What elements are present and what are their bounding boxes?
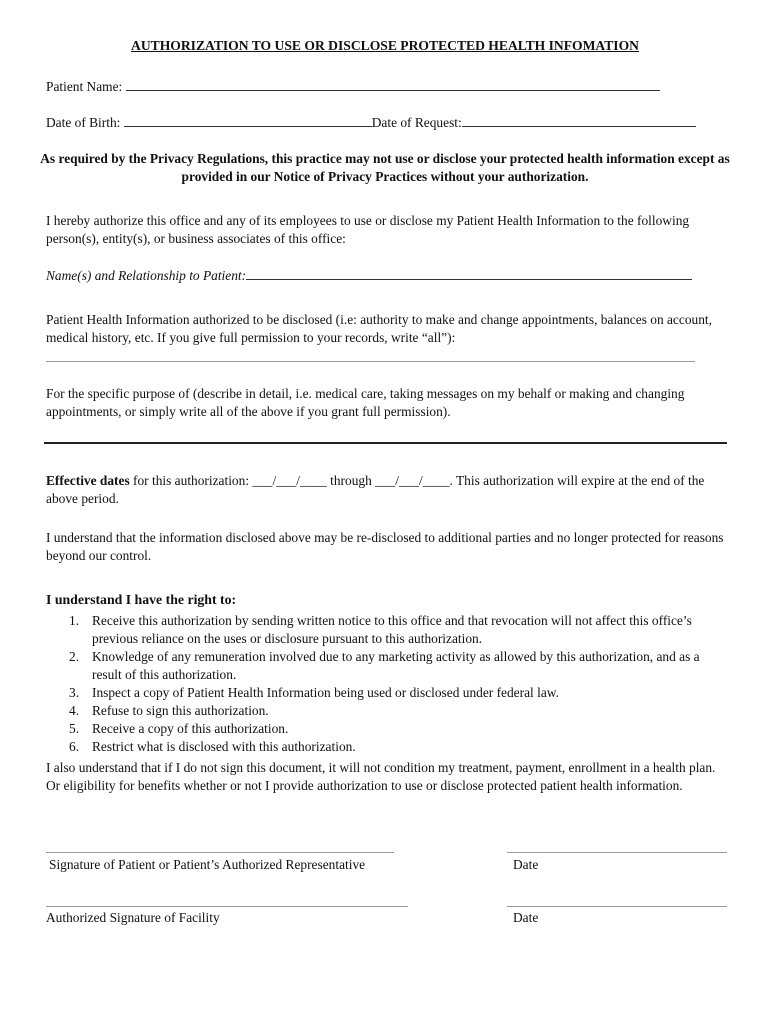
form-title: AUTHORIZATION TO USE OR DISCLOSE PROTECTED HEALTH INFOMATION: [131, 38, 639, 53]
privacy-notice: As required by the Privacy Regulations, this practice may not use or disclose your protected health information except as provided in our Notice of Privacy Practices without your authorization.: [40, 151, 730, 184]
section-divider[interactable]: [44, 442, 727, 444]
authorize-paragraph: I hereby authorize this office and any of its employees to use or disclose my Patient Health Information to the following person(s), entity(s), or business associates of this office:: [46, 213, 690, 246]
list-item: 2. Knowledge of any remuneration involved due to any marketing activity as allowed by this authorization, and as a result of this authorization.: [69, 649, 700, 682]
list-item: 1. Receive this authorization by sending written notice to this office and that revocation will not affect this office’s previous reliance on the uses or disclosure pursuant to this authorization.: [69, 613, 692, 646]
list-item: 6. Restrict what is disclosed with this authorization.: [69, 739, 356, 754]
purpose-paragraph: For the specific purpose of (describe in detail, i.e. medical care, taking messages on my behalf or making and changing appointments, or simply write all of the above if you grant full permission).: [46, 386, 685, 419]
facility-signature-label: Authorized Signature of Facility: [46, 910, 220, 925]
names-relationship-label: Name(s) and Relationship to Patient: [46, 268, 242, 283]
date-of-request-label: Date of Request:: [371, 115, 462, 130]
date-label-1: Date: [513, 857, 539, 872]
dob-field[interactable]: [124, 113, 372, 127]
redisclose-paragraph: I understand that the information disclosed above may be re-disclosed to additional parties and no longer protected for reasons beyond our control.: [46, 530, 724, 563]
facility-signature-line[interactable]: [46, 906, 408, 907]
date-label-2: Date: [513, 910, 539, 925]
rights-heading: I understand I have the right to:: [46, 592, 237, 607]
names-relationship-row: Name(s) and Relationship to Patient:: [46, 266, 692, 285]
names-relationship-field[interactable]: [246, 266, 692, 280]
patient-name-label: Patient Name:: [46, 79, 123, 94]
patient-signature-label: Signature of Patient or Patient’s Authorized Representative: [49, 857, 366, 872]
date-line-1[interactable]: [507, 852, 727, 853]
phi-field[interactable]: [46, 361, 695, 362]
patient-signature-line[interactable]: [46, 852, 394, 853]
list-item: 5. Receive a copy of this authorization.: [69, 721, 289, 736]
effective-dates-label: Effective dates: [46, 473, 130, 488]
rights-list: [46, 612, 730, 756]
patient-name-field[interactable]: [126, 77, 660, 91]
list-item: 4. Refuse to sign this authorization.: [69, 703, 269, 718]
list-item: 3. Inspect a copy of Patient Health Information being used or disclosed under federal law.: [69, 685, 559, 700]
also-understand-paragraph: I also understand that if I do not sign this document, it will not condition my treatment, payment, enrollment in a health plan. Or eligibility for benefits whether or not I provide authorization to use or disclose protected patient health information.: [46, 760, 716, 793]
dob-label: Date of Birth:: [46, 115, 121, 130]
dob-row: [46, 113, 696, 132]
phi-paragraph: Patient Health Information authorized to be disclosed (i.e: authority to make and change appointments, balances on account, medical history, etc. If you give full permission to your records, write “all”):: [46, 312, 712, 345]
patient-name-row: [46, 77, 660, 96]
date-of-request-field[interactable]: [462, 113, 696, 127]
effective-dates-paragraph: [46, 472, 730, 508]
effective-dates-text[interactable]: for this authorization: ___/___/____ through ___/___/____. This authorization will expire at the end of the above period.: [46, 473, 705, 506]
date-line-2[interactable]: [507, 906, 727, 907]
